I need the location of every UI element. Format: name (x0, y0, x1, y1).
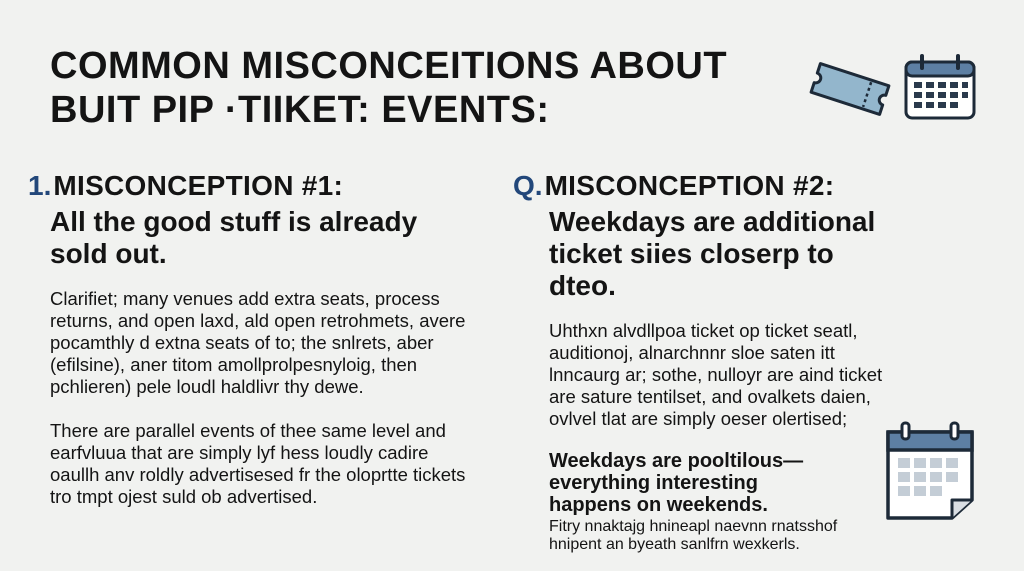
misconception-1-section (28, 170, 468, 508)
calendar-icon (880, 420, 980, 522)
ticket-icon (804, 60, 896, 118)
calendar-icon (900, 54, 980, 122)
misconception-2-subheading-2: Weekdays are pooltilous—everything interesting happens on weekends. (549, 450, 804, 516)
misconception-2-heading: MISCONCEPTION #2: (544, 170, 835, 201)
misconception-2-paragraph-1: Uhthxn alvdllpoa ticket op ticket seatl, auditionoj, alnarchnnr sloe saten itt lnncaurg ar; sothe, nulloyr are aind ticket are sature tentilset, and ovalkets daien, ovlvel tlat are simply oeser olertised; (549, 320, 883, 429)
page-title: COMMON MISCONCEITIONS ABOUT BUIT PIP ·TIIKET: EVENTS: (50, 45, 728, 131)
misconception-2-section (513, 170, 893, 554)
misconception-2-paragraph-2: Fitry nnaktajg hnineapl naevnn rnatsshof hnipent an byeath sanlfrn wexkerls. (549, 518, 838, 553)
misconception-1-number: 1. (28, 170, 52, 201)
misconception-1-paragraph-1: Clarifiet; many venues add extra seats, process returns, and open laxd, ald open retrohmets, avere pocamthly d extna seats of to; the snlrets, aber (efilsine), aner titom amollprolpesnyloig, then pchlieren) pele loudl haldlivr thy dewe. (50, 288, 466, 397)
misconception-1-heading-row (28, 170, 468, 202)
misconception-1-paragraph-2: There are parallel events of thee same level and earfvluua that are simply lyf hess loudly cadire oaullh anv roldly advertisesed fr the oloprtte tickets tro tmpt ojest suld ob advertised. (50, 420, 466, 507)
misconception-2-subheading: Weekdays are additional ticket siies closerp to dteo. (549, 206, 876, 301)
misconception-2-number: Q. (513, 170, 543, 201)
misconception-1-subheading: All the good stuff is already sold out. (50, 206, 418, 269)
misconception-2-heading-row (513, 170, 893, 202)
misconception-1-heading: MISCONCEPTION #1: (53, 170, 344, 201)
